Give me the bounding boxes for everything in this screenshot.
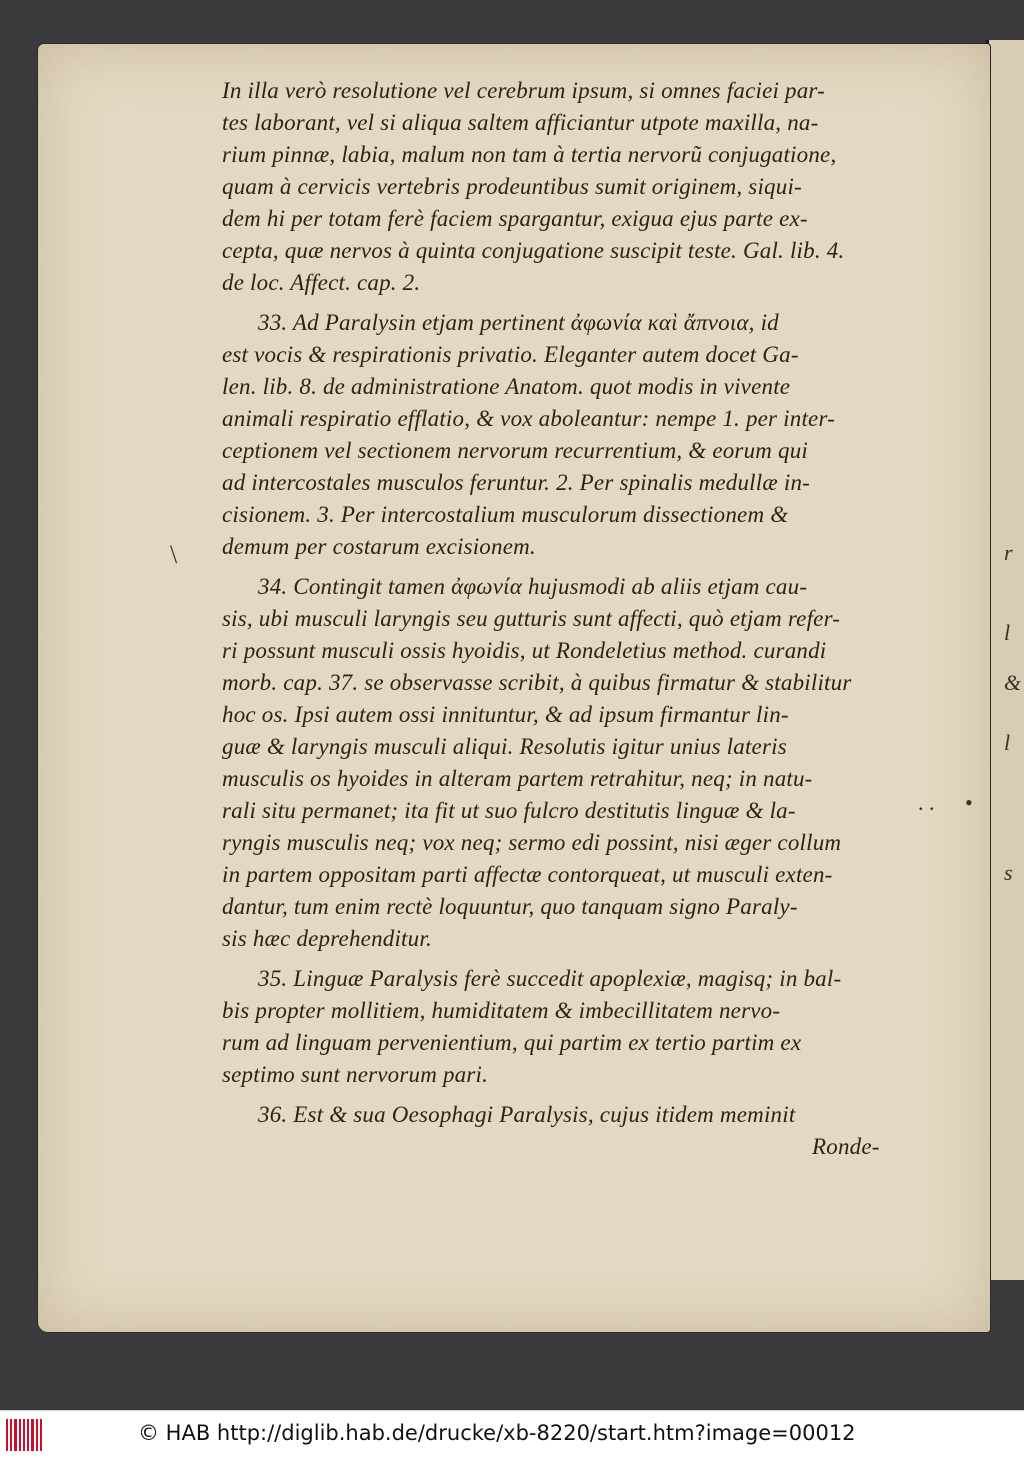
text-line: guæ & laryngis musculi aliqui. Resolutis igitur unius lateris — [222, 734, 787, 759]
paragraph-34-start: 34. Contingit tamen ἀφωνία hujusmodi ab aliis etjam cau- — [258, 574, 808, 599]
next-page-fragment: l — [1004, 730, 1011, 755]
text-line: hoc os. Ipsi autem ossi innituntur, & ad ipsum firmantur lin- — [222, 702, 789, 727]
margin-mark: . . — [918, 790, 935, 815]
copyright-link[interactable]: © HAB http://diglib.hab.de/drucke/xb-8220/start.htm?image=00012 — [138, 1421, 856, 1445]
text-line: ryngis musculis neq; vox neq; sermo edi possint, nisi æger collum — [222, 830, 842, 855]
text-line: quam à cervicis vertebris prodeuntibus sumit originem, siqui- — [222, 174, 802, 199]
text-line: rum ad linguam pervenientium, qui partim ex tertio partim ex — [222, 1030, 802, 1055]
text-line: sis hæc deprehenditur. — [222, 926, 432, 951]
text-line: de loc. Affect. cap. 2. — [222, 270, 421, 295]
text-line: cepta, quæ nervos à quinta conjugatione suscipit teste. Gal. lib. 4. — [222, 238, 845, 263]
text-line: tes laborant, vel si aliqua saltem afficiantur utpote maxilla, na- — [222, 110, 819, 135]
text-line: septimo sunt nervorum pari. — [222, 1062, 489, 1087]
next-page-fragment: & — [1004, 670, 1022, 695]
text-line: len. lib. 8. de administratione Anatom. quot modis in vivente — [222, 374, 791, 399]
margin-mark: • — [965, 790, 973, 815]
paragraph-35-start: 35. Linguæ Paralysis ferè succedit apoplexiæ, magisq; in bal- — [258, 966, 842, 991]
hab-logo-icon — [6, 1419, 42, 1451]
margin-mark: \ — [170, 540, 178, 569]
next-page-fragment: l — [1004, 620, 1011, 645]
next-page-edge — [986, 40, 1024, 1280]
paragraph-36-start: 36. Est & sua Oesophagi Paralysis, cujus itidem meminit — [258, 1102, 796, 1127]
text-line: est vocis & respirationis privatio. Eleganter autem docet Ga- — [222, 342, 799, 367]
text-line: bis propter mollitiem, humiditatem & imbecillitatem nervo- — [222, 998, 781, 1023]
text-line: cisionem. 3. Per intercostalium musculorum dissectionem & — [222, 502, 789, 527]
text-line: dem hi per totam ferè faciem spargantur, exigua ejus parte ex- — [222, 206, 808, 231]
next-page-fragment: s — [1004, 860, 1013, 885]
text-line: sis, ubi musculi laryngis seu gutturis sunt affecti, quò etjam refer- — [222, 606, 841, 631]
catchword: Ronde- — [812, 1134, 880, 1159]
text-line: in partem oppositam parti affectæ contorqueat, ut musculi exten- — [222, 862, 833, 887]
text-line: animali respiratio efflatio, & vox aboleantur: nempe 1. per inter- — [222, 406, 835, 431]
text-line: rali situ permanet; ita fit ut suo fulcro destitutis linguæ & la- — [222, 798, 796, 823]
text-line: musculis os hyoides in alteram partem retrahitur, neq; in natu- — [222, 766, 813, 791]
text-line: rium pinnæ, labia, malum non tam à tertia nervorũ conjugatione, — [222, 142, 837, 167]
text-line: morb. cap. 37. se observasse scribit, à quibus firmatur & stabilitur — [222, 670, 852, 695]
footer-bar — [0, 1410, 1024, 1458]
paragraph-33-start: 33. Ad Paralysin etjam pertinent ἀφωνία καὶ ἄπνοια, id — [258, 310, 779, 335]
text-line: ceptionem vel sectionem nervorum recurrentium, & eorum qui — [222, 438, 809, 463]
text-line: ri possunt musculi ossis hyoidis, ut Rondeletius method. curandi — [222, 638, 827, 663]
text-line: demum per costarum excisionem. — [222, 534, 536, 559]
text-line: ad intercostales musculos feruntur. 2. Per spinalis medullæ in- — [222, 470, 811, 495]
text-line: dantur, tum enim rectè loquuntur, quo tanquam signo Paraly- — [222, 894, 798, 919]
text-line: In illa verò resolutione vel cerebrum ipsum, si omnes faciei par- — [222, 78, 825, 103]
next-page-fragment: r — [1004, 540, 1013, 565]
